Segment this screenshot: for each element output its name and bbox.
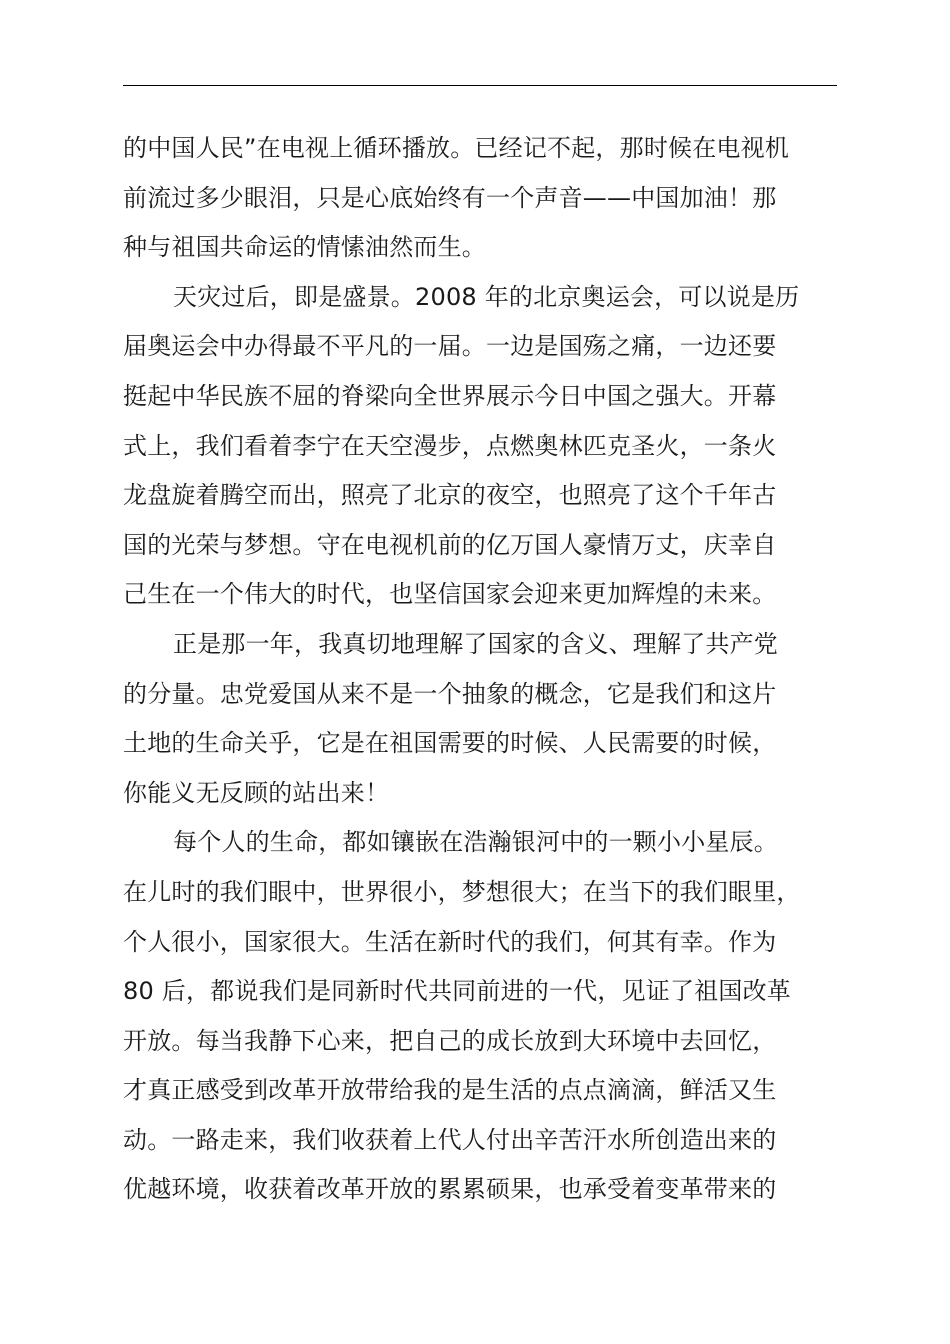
text-line: 式上，我们看着李宁在天空漫步，点燃奥林匹克圣火，一条火: [123, 431, 777, 460]
text-line: 个人很小，国家很大。生活在新时代的我们，何其有幸。作为: [123, 927, 777, 956]
text-line: 的中国人民”在电视上循环播放。已经记不起，那时候在电视机: [123, 134, 790, 162]
text-line: 开放。每当我静下心来，把自己的成长放到大环境中去回忆，: [123, 1026, 777, 1055]
text-line: 种与祖国共命运的情愫油然而生。: [123, 233, 486, 262]
text-line: 80 后，都说我们是同新时代共同前进的一代，见证了祖国改革: [123, 977, 791, 1006]
paragraph-first-line: 每个人的生命，都如镶嵌在浩瀚银河中的一颗小小星辰。: [173, 828, 778, 857]
text-line: 己生在一个伟大的时代，也坚信国家会迎来更加辉煌的未来。: [123, 580, 777, 609]
document-body: [123, 124, 863, 1215]
text-line: 土地的生命关乎，它是在祖国需要的时候、人民需要的时候，: [123, 729, 777, 758]
text-line: 动。一路走来，我们收获着上代人付出辛苦汗水所创造出来的: [123, 1125, 777, 1154]
text-line: 在儿时的我们眼中，世界很小，梦想很大；在当下的我们眼里，: [123, 877, 801, 906]
text-line: 的分量。忠党爱国从来不是一个抽象的概念，它是我们和这片: [123, 679, 777, 708]
text-line: 优越环境，收获着改革开放的累累硕果，也承受着变革带来的: [123, 1175, 777, 1204]
text-line: 龙盘旋着腾空而出，照亮了北京的夜空，也照亮了这个千年古: [123, 481, 777, 510]
text-line: 前流过多少眼泪，只是心底始终有一个声音——中国加油！那: [123, 183, 777, 212]
text-line: 届奥运会中办得最不平凡的一届。一边是国殇之痛，一边还要: [123, 332, 777, 361]
text-line: 国的光荣与梦想。守在电视机前的亿万国人豪情万丈，庆幸自: [123, 530, 777, 559]
paragraph-first-line: 正是那一年，我真切地理解了国家的含义、理解了共产党: [173, 629, 778, 658]
header-rule: [123, 85, 837, 86]
text-line: 挺起中华民族不屈的脊梁向全世界展示今日中国之强大。开幕: [123, 381, 777, 410]
text-line: 才真正感受到改革开放带给我的是生活的点点滴滴，鲜活又生: [123, 1076, 777, 1105]
text-line: 你能义无反顾的站出来！: [123, 778, 390, 807]
paragraph-first-line: 天灾过后，即是盛景。2008 年的北京奥运会，可以说是历: [173, 282, 800, 311]
